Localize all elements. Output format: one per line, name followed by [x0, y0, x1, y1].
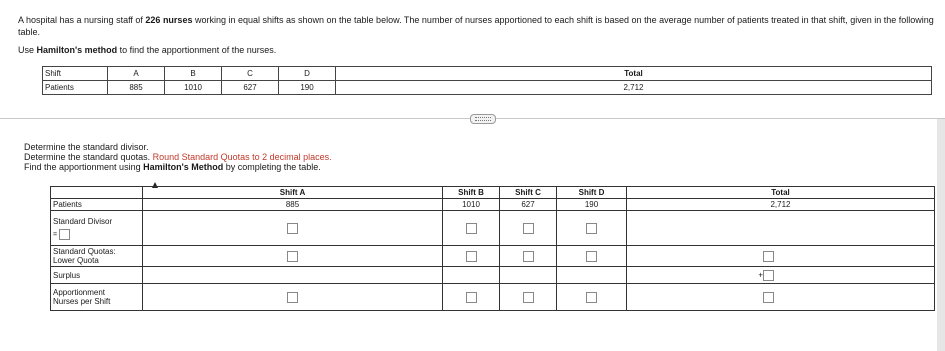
q3-text-a: Find the apportionment using — [24, 162, 144, 172]
lower-quota-label: Lower Quota — [53, 256, 99, 265]
intro-bold: 226 nurses — [145, 15, 193, 25]
question-standard-quotas — [24, 152, 332, 162]
lower-c-input[interactable] — [523, 251, 534, 262]
q2-text: Determine the standard quotas. — [24, 152, 153, 162]
table-cell — [51, 246, 143, 267]
expand-handle[interactable] — [470, 114, 496, 124]
table-cell — [143, 211, 443, 246]
patients-table — [42, 66, 932, 95]
table-cell — [51, 211, 143, 246]
lower-b-input[interactable] — [466, 251, 477, 262]
q3-text-b: Hamilton's Method — [143, 162, 224, 172]
table-cell: 2,712 — [627, 199, 935, 211]
equals-sign: = — [53, 231, 58, 239]
question-apportionment — [24, 162, 321, 172]
table-cell — [500, 211, 557, 246]
table-cell: 1010 — [165, 81, 222, 95]
table-cell — [500, 284, 557, 311]
table-cell: Total — [627, 187, 935, 199]
table-cell: D — [279, 67, 336, 81]
table-cell — [500, 267, 557, 284]
question-standard-divisor: Determine the standard divisor. — [24, 142, 149, 152]
table-cell: 885 — [108, 81, 165, 95]
table-cell — [627, 246, 935, 267]
instr-c: to find the apportionment of the nurses. — [117, 45, 277, 55]
q3-text-c: by completing the table. — [223, 162, 321, 172]
standard-divisor-input[interactable] — [59, 229, 70, 240]
table-row — [51, 187, 935, 199]
apportion-b-input[interactable] — [466, 292, 477, 303]
apportion-total-input[interactable] — [763, 292, 774, 303]
apportion-c-input[interactable] — [523, 292, 534, 303]
table-cell: Patients — [43, 81, 108, 95]
table-cell: 885 — [143, 199, 443, 211]
standard-quotas-label: Standard Quotas: — [53, 247, 116, 256]
table-cell: Surplus — [51, 267, 143, 284]
scrollbar[interactable] — [937, 119, 945, 351]
surplus-total-input[interactable] — [763, 270, 774, 281]
table-cell — [443, 211, 500, 246]
instr-b: Hamilton's method — [36, 45, 118, 55]
table-row — [43, 81, 932, 95]
table-cell: 627 — [222, 81, 279, 95]
quota-b-input[interactable] — [466, 223, 477, 234]
quota-c-input[interactable] — [523, 223, 534, 234]
table-cell — [557, 211, 627, 246]
table-cell — [143, 284, 443, 311]
table-cell — [143, 246, 443, 267]
intro-text-1: A hospital has a nursing staff of — [18, 15, 146, 25]
intro-text-2: working in equal shifts as shown on the table below. The number of nurses apportioned to each shift is based on the average number of patients treated in that shift, given in the following table. — [18, 15, 934, 37]
table-cell: 190 — [557, 199, 627, 211]
apportion-d-input[interactable] — [586, 292, 597, 303]
lower-a-input[interactable] — [287, 251, 298, 262]
table-cell: 627 — [500, 199, 557, 211]
table-cell: B — [165, 67, 222, 81]
table-cell: 2,712 — [336, 81, 932, 95]
apportionment-label: Apportionment — [53, 288, 106, 297]
q2-rounding-note: Round Standard Quotas to 2 decimal places. — [152, 152, 332, 162]
table-cell: Shift B — [443, 187, 500, 199]
table-row — [43, 67, 932, 81]
lower-d-input[interactable] — [586, 251, 597, 262]
plus-sign: + — [758, 270, 763, 280]
standard-divisor-label: Standard Divisor — [53, 216, 113, 226]
table-cell: 1010 — [443, 199, 500, 211]
table-cell — [557, 267, 627, 284]
instruction — [18, 45, 276, 55]
table-cell: Shift A — [143, 187, 443, 199]
table-cell: Shift C — [500, 187, 557, 199]
apportion-a-input[interactable] — [287, 292, 298, 303]
table-cell — [443, 267, 500, 284]
problem-statement — [18, 14, 938, 38]
table-cell — [557, 284, 627, 311]
table-cell: A — [108, 67, 165, 81]
table-cell — [51, 284, 143, 311]
lower-total-input[interactable] — [763, 251, 774, 262]
table-cell: Patients — [51, 199, 143, 211]
table-cell: Shift D — [557, 187, 627, 199]
table-cell — [443, 246, 500, 267]
table-row — [51, 211, 935, 246]
table-cell: C — [222, 67, 279, 81]
table-cell: 190 — [279, 81, 336, 95]
table-cell: Total — [336, 67, 932, 81]
table-cell — [500, 246, 557, 267]
table-cell — [627, 267, 935, 284]
table-cell — [51, 187, 143, 199]
quota-a-input[interactable] — [287, 223, 298, 234]
instr-a: Use — [18, 45, 37, 55]
table-cell — [143, 267, 443, 284]
table-cell — [627, 211, 935, 246]
hamilton-table — [50, 186, 935, 311]
nurses-per-shift-label: Nurses per Shift — [53, 297, 111, 306]
table-cell — [627, 284, 935, 311]
table-row — [51, 246, 935, 267]
table-row — [51, 267, 935, 284]
table-cell — [443, 284, 500, 311]
table-cell: Shift — [43, 67, 108, 81]
table-row — [51, 199, 935, 211]
table-row — [51, 284, 935, 311]
table-cell — [557, 246, 627, 267]
quota-d-input[interactable] — [586, 223, 597, 234]
